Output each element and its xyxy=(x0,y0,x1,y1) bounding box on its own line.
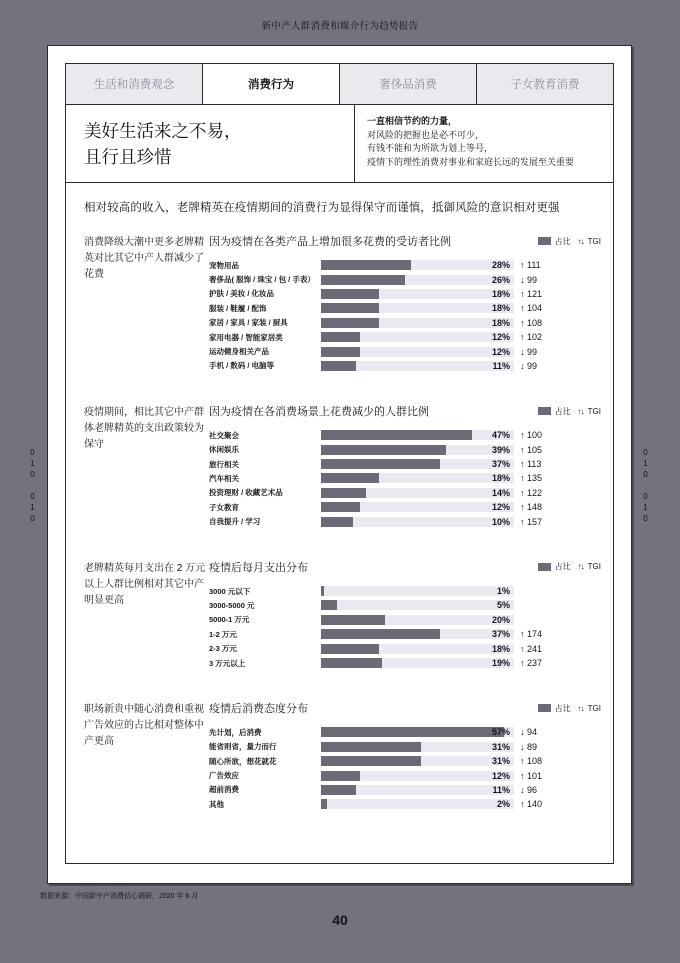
bar-track xyxy=(321,771,514,781)
headline-block xyxy=(65,105,614,183)
bar-value: 39% xyxy=(491,444,510,455)
bar-fill xyxy=(321,799,327,809)
quote-block xyxy=(355,105,613,182)
bar-fill xyxy=(321,347,360,357)
arrow-down-icon: ↓ xyxy=(520,741,525,752)
bar-row-label: 2-3 万元 xyxy=(209,644,237,654)
bar-fill xyxy=(321,275,405,285)
bar-track xyxy=(321,332,514,342)
bar-row-label: 家用电器 / 智能家居类 xyxy=(209,332,283,342)
tgi-number: 108 xyxy=(524,756,543,767)
tgi-number: 241 xyxy=(524,643,543,654)
tgi-value xyxy=(514,785,562,795)
tab-label: 子女教育消费 xyxy=(510,79,580,91)
bar-fill xyxy=(321,742,421,752)
bar-row xyxy=(209,457,601,471)
arrow-up-icon: ↑ xyxy=(520,430,525,441)
bar-row xyxy=(209,740,601,754)
bar-track xyxy=(321,430,514,440)
bar-row-label: 能省则省，量力而行 xyxy=(209,742,277,752)
tgi-value xyxy=(514,629,562,639)
bar-value: 18% xyxy=(491,317,510,328)
bar-row xyxy=(209,725,601,739)
tgi-number: 108 xyxy=(524,317,543,328)
bar-fill xyxy=(321,644,379,654)
bar-track xyxy=(321,799,514,809)
bar-value: 18% xyxy=(491,288,510,299)
bar-value: 12% xyxy=(491,346,510,357)
bar-row xyxy=(209,584,601,598)
bar-track xyxy=(321,629,514,639)
legend-swatch-icon xyxy=(538,407,551,415)
chart-header xyxy=(209,233,601,249)
chart-header xyxy=(209,559,601,575)
section-0 xyxy=(66,233,613,373)
tgi-value xyxy=(514,260,562,270)
section-note: 消费降级大潮中更多老牌精英对比其它中产人群减少了花费 xyxy=(84,237,204,280)
arrow-down-icon: ↓ xyxy=(520,727,525,738)
bar-track xyxy=(321,742,514,752)
bar-row xyxy=(209,627,601,641)
legend-swatch-icon xyxy=(538,563,551,571)
bar-row xyxy=(209,428,601,442)
section-note: 老牌精英每月支出在 2 万元以上人群比例相对其它中产明显更高 xyxy=(84,562,206,606)
chart-header xyxy=(209,700,601,716)
source-note: 数据来源：中国新中产消费信心调研，2020 年 6 月 xyxy=(40,893,199,900)
legend-swatch-icon xyxy=(538,237,551,245)
tgi-number: 113 xyxy=(524,459,542,470)
bar-row-label: 休闲娱乐 xyxy=(209,445,239,455)
bar-fill xyxy=(321,361,356,371)
bar-fill xyxy=(321,658,382,668)
bar-row-label: 运动健身相关产品 xyxy=(209,347,269,357)
tab-0[interactable] xyxy=(66,64,203,104)
tab-3[interactable] xyxy=(477,64,613,104)
bar-fill xyxy=(321,756,421,766)
tgi-number: 99 xyxy=(524,274,538,285)
bar-value: 14% xyxy=(491,487,510,498)
bar-row xyxy=(209,613,601,627)
tgi-value xyxy=(514,347,562,357)
bar-row xyxy=(209,359,601,373)
tgi-number: 135 xyxy=(524,473,543,484)
section-note: 疫情期间，相比其它中产群体老牌精英的支出政策较为保守 xyxy=(84,407,204,451)
bar-value: 12% xyxy=(491,502,510,513)
quote-line-2: 有钱不能和为所欲为划上等号， xyxy=(367,143,494,153)
bar-value: 10% xyxy=(491,516,510,527)
legend-tgi-label: TGI xyxy=(587,236,601,246)
chart-legend xyxy=(538,406,601,417)
bar-value: 37% xyxy=(491,459,510,470)
headline-text xyxy=(66,105,355,182)
bar-fill xyxy=(321,586,324,596)
tgi-value xyxy=(514,430,562,440)
chart-legend xyxy=(538,236,601,247)
bar-row-label: 投资理财 / 收藏艺术品 xyxy=(209,488,283,498)
bar-value: 5% xyxy=(496,600,510,611)
chart-legend xyxy=(538,561,601,572)
tgi-value xyxy=(514,303,562,313)
tgi-value xyxy=(514,658,562,668)
bar-track xyxy=(321,785,514,795)
bar-row-label: 宠物用品 xyxy=(209,260,239,270)
tgi-value xyxy=(514,488,562,498)
bar-fill xyxy=(321,771,360,781)
bar-fill xyxy=(321,727,504,737)
tgi-value xyxy=(514,644,562,654)
quote-line-0: 一直相信节约的力量， xyxy=(367,116,458,126)
sections-host xyxy=(66,233,613,812)
bar-row-label: 3000-5000 元 xyxy=(209,600,255,610)
tgi-number: 94 xyxy=(524,727,538,738)
bar-track xyxy=(321,727,514,737)
bar-fill xyxy=(321,615,385,625)
bar-row xyxy=(209,641,601,655)
tgi-number: 157 xyxy=(524,516,543,527)
bar-track xyxy=(321,600,514,610)
bar-track xyxy=(321,303,514,313)
bar-row xyxy=(209,486,601,500)
bar-row xyxy=(209,797,601,811)
section-chart xyxy=(209,700,601,811)
arrow-up-icon: ↑ xyxy=(520,288,525,299)
bar-fill xyxy=(321,260,411,270)
bar-fill xyxy=(321,517,353,527)
tgi-number: 174 xyxy=(524,629,543,640)
bar-row xyxy=(209,598,601,612)
legend-tgi-label: TGI xyxy=(587,562,601,572)
arrow-up-icon: ↑ xyxy=(520,516,525,527)
legend-arrows-icon: ↑↓ xyxy=(577,406,584,416)
bar-fill xyxy=(321,445,446,455)
bar-track xyxy=(321,502,514,512)
bar-row xyxy=(209,287,601,301)
quote-line-1: 对风险的把握也是必不可少， xyxy=(367,129,485,140)
bar-track xyxy=(321,361,514,371)
bar-fill xyxy=(321,629,440,639)
bar-row-label: 服装 / 鞋履 / 配饰 xyxy=(209,303,267,313)
legend-swatch-icon xyxy=(538,704,551,712)
tgi-number: 121 xyxy=(524,288,543,299)
headline-line-1: 美好生活来之不易， xyxy=(84,121,242,141)
tgi-value xyxy=(514,756,562,766)
arrow-up-icon: ↑ xyxy=(520,799,525,810)
tgi-number: 102 xyxy=(524,332,543,343)
tgi-value xyxy=(514,275,562,285)
bar-track xyxy=(321,488,514,498)
section-chart xyxy=(209,403,601,529)
arrow-up-icon: ↑ xyxy=(520,770,525,781)
bar-track xyxy=(321,586,514,596)
bar-track xyxy=(321,473,514,483)
bar-value: 1% xyxy=(496,586,510,597)
bar-value: 12% xyxy=(491,770,510,781)
arrow-down-icon: ↓ xyxy=(520,360,525,371)
bar-fill xyxy=(321,473,379,483)
tgi-number: 96 xyxy=(524,784,538,795)
tab-label: 奢侈品消费 xyxy=(379,79,437,91)
bar-row xyxy=(209,656,601,670)
arrow-up-icon: ↑ xyxy=(520,487,525,498)
tgi-value xyxy=(514,318,562,328)
arrow-up-icon: ↑ xyxy=(520,317,525,328)
bar-value: 12% xyxy=(491,332,510,343)
legend-arrows-icon: ↑↓ xyxy=(577,562,584,572)
section-1 xyxy=(66,403,613,529)
tab-2[interactable] xyxy=(340,64,477,104)
legend-share-label: 占比 xyxy=(554,406,571,416)
tab-label: 生活和消费观念 xyxy=(93,79,175,91)
arrow-down-icon: ↓ xyxy=(520,784,525,795)
tgi-value xyxy=(514,289,562,299)
bar-value: 26% xyxy=(491,274,510,285)
tgi-number: 89 xyxy=(524,741,538,752)
tgi-value xyxy=(514,332,562,342)
tgi-number: 99 xyxy=(524,346,538,357)
bar-row-label: 随心所欲，想花就花 xyxy=(209,756,277,766)
tgi-value xyxy=(514,771,562,781)
bar-value: 20% xyxy=(491,614,510,625)
bar-value: 2% xyxy=(496,799,510,810)
tgi-value xyxy=(514,361,562,371)
slide-card xyxy=(47,45,632,884)
bar-row-label: 其他 xyxy=(209,799,224,809)
chart-legend xyxy=(538,703,601,714)
arrow-up-icon: ↑ xyxy=(520,658,525,668)
tgi-value xyxy=(514,445,562,455)
arrow-up-icon: ↑ xyxy=(520,643,525,654)
bar-fill xyxy=(321,488,366,498)
bar-row-label: 自我提升 / 学习 xyxy=(209,517,261,527)
bar-row-label: 手机 / 数码 / 电脑等 xyxy=(209,361,275,371)
bar-track xyxy=(321,445,514,455)
running-header: 新中产人群消费和媒介行为趋势报告 xyxy=(261,21,419,32)
legend-share-label: 占比 xyxy=(554,562,571,572)
section-2 xyxy=(66,559,613,670)
tgi-number: 140 xyxy=(524,799,543,810)
bar-value: 57% xyxy=(491,727,510,738)
tgi-value xyxy=(514,517,562,527)
bar-fill xyxy=(321,502,360,512)
tgi-value xyxy=(514,502,562,512)
bar-value: 11% xyxy=(492,360,510,371)
bar-track xyxy=(321,289,514,299)
bar-track xyxy=(321,459,514,469)
bar-value: 31% xyxy=(491,741,510,752)
arrow-up-icon: ↑ xyxy=(520,332,525,343)
bar-row-label: 3000 元以下 xyxy=(209,586,251,596)
bar-track xyxy=(321,615,514,625)
bar-track xyxy=(321,275,514,285)
bar-track xyxy=(321,644,514,654)
arrow-up-icon: ↑ xyxy=(520,459,525,470)
bar-row xyxy=(209,471,601,485)
chart-title: 疫情后消费态度分布 xyxy=(209,703,308,716)
arrow-up-icon: ↑ xyxy=(520,502,525,513)
tgi-number: 105 xyxy=(524,444,543,455)
quote-line-3: 疫情下的理性消费对事业和家庭长远的发展至关重要 xyxy=(367,156,575,167)
bar-row xyxy=(209,500,601,514)
arrow-down-icon: ↓ xyxy=(520,274,525,285)
chart-title: 因为疫情在各消费场景上花费减少的人群比例 xyxy=(209,406,429,419)
bar-fill xyxy=(321,318,379,328)
bar-row xyxy=(209,443,601,457)
tab-1[interactable] xyxy=(203,64,340,104)
legend-arrows-icon: ↑↓ xyxy=(577,703,584,713)
bar-fill xyxy=(321,289,379,299)
arrow-up-icon: ↑ xyxy=(520,260,525,271)
tgi-number: 111 xyxy=(524,260,541,271)
bar-value: 11% xyxy=(492,784,510,795)
bar-row-label: 3 万元以上 xyxy=(209,658,246,668)
bar-row xyxy=(209,330,601,344)
bar-row xyxy=(209,754,601,768)
legend-tgi-label: TGI xyxy=(587,406,601,416)
page-number: 40 xyxy=(332,912,348,928)
bar-row-label: 1-2 万元 xyxy=(209,629,237,639)
arrow-up-icon: ↑ xyxy=(520,444,525,455)
bar-fill xyxy=(321,332,360,342)
arrow-up-icon: ↑ xyxy=(520,629,525,640)
bar-row-label: 奢侈品( 服饰 / 珠宝 / 包 / 手表） xyxy=(209,275,315,285)
bar-value: 47% xyxy=(491,430,510,441)
bar-fill xyxy=(321,430,472,440)
bar-fill xyxy=(321,785,356,795)
bar-track xyxy=(321,260,514,270)
tgi-number: 99 xyxy=(524,360,538,371)
tgi-value xyxy=(514,727,562,737)
arrow-up-icon: ↑ xyxy=(520,473,525,484)
bar-row-label: 超前消费 xyxy=(209,785,239,795)
section-chart xyxy=(209,559,601,670)
side-mark-left: 010 010 xyxy=(28,448,37,525)
bar-fill xyxy=(321,459,440,469)
legend-share-label: 占比 xyxy=(554,703,571,713)
bar-row xyxy=(209,514,601,528)
arrow-up-icon: ↑ xyxy=(520,756,525,767)
bar-row xyxy=(209,272,601,286)
tgi-number: 122 xyxy=(524,487,543,498)
tab-label: 消费行为 xyxy=(248,79,294,91)
bar-row-label: 子女教育 xyxy=(209,502,239,512)
bar-track xyxy=(321,517,514,527)
section-chart xyxy=(209,233,601,373)
tgi-number: 148 xyxy=(524,502,543,513)
tgi-value xyxy=(514,459,562,469)
bar-row-label: 5000-1 万元 xyxy=(209,615,250,625)
legend-share-label: 占比 xyxy=(554,236,571,246)
tgi-value xyxy=(514,742,562,752)
bar-row xyxy=(209,783,601,797)
tgi-number: 104 xyxy=(524,303,543,314)
chart-header xyxy=(209,403,601,419)
lead-statement: 相对较高的收入，老牌精英在疫情期间的消费行为显得保守而谨慎，抵御风险的意识相对更强 xyxy=(84,202,560,214)
content-body xyxy=(65,183,614,864)
tgi-value xyxy=(514,799,562,809)
bar-track xyxy=(321,318,514,328)
arrow-down-icon: ↓ xyxy=(520,346,525,357)
bar-fill xyxy=(321,303,379,313)
bar-value: 18% xyxy=(491,473,510,484)
bar-value: 18% xyxy=(491,643,510,654)
bar-row xyxy=(209,316,601,330)
tgi-value xyxy=(514,473,562,483)
tgi-number: 100 xyxy=(524,430,543,441)
section-note: 职场新贵中随心消费和重视广告效应的占比相对整体中产更高 xyxy=(84,704,204,748)
bar-row-label: 先计划，后消费 xyxy=(209,727,262,737)
bar-row-label: 社交聚会 xyxy=(209,430,239,440)
tab-bar xyxy=(65,63,614,105)
bar-value: 37% xyxy=(491,629,510,640)
legend-tgi-label: TGI xyxy=(587,703,601,713)
bar-row xyxy=(209,258,601,272)
arrow-up-icon: ↑ xyxy=(520,303,525,314)
section-3 xyxy=(66,700,613,811)
bar-row-label: 广告效应 xyxy=(209,771,239,781)
bar-row-label: 旅行相关 xyxy=(209,459,239,469)
bar-row xyxy=(209,768,601,782)
bar-row-label: 家居 / 家具 / 家装 / 厨具 xyxy=(209,318,288,328)
tgi-number: 237 xyxy=(524,658,543,668)
legend-arrows-icon: ↑↓ xyxy=(577,236,584,246)
side-mark-right: 010 010 xyxy=(641,448,650,525)
bar-track xyxy=(321,756,514,766)
bar-fill xyxy=(321,600,337,610)
bar-row-label: 汽车相关 xyxy=(209,473,239,483)
chart-title: 因为疫情在各类产品上增加很多花费的受访者比例 xyxy=(209,236,451,248)
tgi-number: 101 xyxy=(524,770,543,781)
bar-value: 18% xyxy=(491,303,510,314)
bar-row-label: 护肤 / 美妆 / 化妆品 xyxy=(209,289,275,299)
bar-value: 28% xyxy=(491,260,510,271)
chart-title: 疫情后每月支出分布 xyxy=(209,561,308,574)
bar-track xyxy=(321,658,514,668)
bar-track xyxy=(321,347,514,357)
bar-value: 31% xyxy=(491,756,510,767)
bar-row xyxy=(209,301,601,315)
headline-line-2: 且行且珍惜 xyxy=(84,147,172,167)
bar-row xyxy=(209,344,601,358)
bar-value: 19% xyxy=(491,658,510,668)
